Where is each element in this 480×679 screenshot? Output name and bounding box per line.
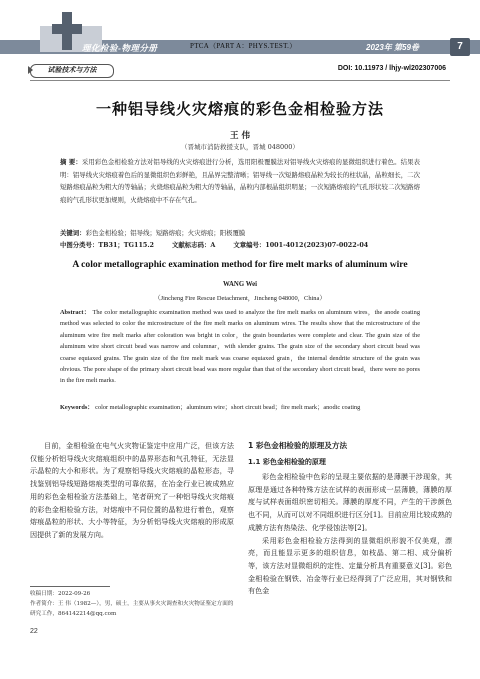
abstract-english xyxy=(60,307,420,387)
author-chinese: 王 伟 xyxy=(230,131,250,141)
author-bio: 作者简介：王 伟（1982—），男，硕士，主要从事火灾调查和火灾物证鉴定方面的研究工作，864142214@qq.com xyxy=(30,601,234,617)
affiliation-chinese: （晋城市消防救援支队，晋城 048000） xyxy=(181,143,299,151)
abstract-english-label: Abstract： xyxy=(60,309,91,316)
journal-year-volume: 2023年 第59卷 xyxy=(366,43,419,52)
abstract-chinese-label: 摘 要： xyxy=(60,158,82,166)
body-right-column xyxy=(248,440,452,598)
received-date: 收稿日期：2022-09-26 xyxy=(30,591,91,597)
journal-brand: 理化检验-物理分册 xyxy=(82,43,158,53)
title-chinese: 一种铝导线火灾熔痕的彩色金相检验方法 xyxy=(95,100,384,118)
section-tag: 试验技术与方法 xyxy=(30,64,114,78)
clc-number: 中图分类号：TB31；TG115.2 xyxy=(60,241,155,249)
keywords-english-label: Keywords： xyxy=(60,404,94,411)
article-number: 文章编号：1001-4012(2023)07-0022-04 xyxy=(233,241,369,249)
keywords-chinese-label: 关键词： xyxy=(60,229,86,237)
title-english: A color metallographic examination method for fire melt marks of aluminum wire xyxy=(72,259,408,270)
body-paragraph: 采用彩色金相检验方法得到的显微组织形貌不仅美观，漂亮，而且能显示更多的组织信息，如枝晶、第二相、成分偏析等，该方法对显微组织的定性、定量分析具有重要意义[3]。彩色金相检验在钢铁、冶金等行业已经得到了广泛应用，其对钢铁和有色金 xyxy=(248,535,452,596)
doi: DOI: 10.11973 / lhjy-wl202307006 xyxy=(337,65,446,72)
keywords-chinese-text: 彩色金相检验；铝导线；短路熔痕；火灾熔痕；阳极覆膜 xyxy=(85,229,246,237)
body-left-column: 目前，金相检验在电气火灾物证鉴定中应用广泛，但该方法仅能分析铝导线火灾熔痕组织中的晶界形态和气孔特征，无法显示晶粒的大小和形状。为了观察铝导线火灾熔痕的晶粒形态，寻找鉴别铝导线短路熔痕类型的可靠依据，在冶金行业已被成熟应用的彩色金相检验方法基础上，笔者研究了一种铝导线火灾熔痕的彩色金相检验方法，对熔痕中不同位置的晶粒进行着色，观察熔痕晶粒的形状、大小等特征，为分析铝导线火灾熔痕的形成原因提供了新的发展方向。 xyxy=(30,441,234,539)
footnote-divider xyxy=(30,586,110,587)
page-number: 22 xyxy=(30,628,38,635)
footnote xyxy=(30,589,234,619)
document-code: 文献标志码：A xyxy=(172,241,216,249)
section-heading-1: 1 彩色金相检验的原理及方法 xyxy=(248,441,348,450)
journal-logo-icon xyxy=(52,12,82,50)
abstract-english-text: The color metallographic examination method was used to analyze the fire melt marks on aluminum wires，the anode coating method was selected to color the microstructure of the fire melt marks on aluminum wires. The results show that the microstructure of the aluminum wire fire melt marks after coloration was bright in color，the grain boundaries were complete and clear. The grain size of the aluminum wire short circuit bead was narrow and columnar，with slender grains. The grain size of the secondary short circuit bead was coarse equiaxed grains. The grain size of the fire melt mark was coarse equiaxed grain，the internal dendrite structure of the grain was obvious. The pore shape of the primary short circuit bead was more regular than that of the secondary short circuit bead，there were no pores in the fire melt marks. xyxy=(60,309,420,385)
affiliation-english: （Jincheng Fire Rescue Detachment，Jincheng 048000，China） xyxy=(154,295,326,302)
body-paragraph: 彩色金相检验中色彩的呈现主要依据的是薄膜干涉现象，其原理是通过各种特殊方法在试样的表面形成一层薄膜，薄膜的厚度与试样表面组织密切相关。薄膜的厚度不同，产生的干涉颜色也不同，从而可以对不同组织进行区分[1]。目前应用比较成熟的成膜方法有热染法、化学侵蚀法等[2]。 xyxy=(248,472,452,532)
section-heading-1-1: 1.1 彩色金相检验的原理 xyxy=(248,458,326,466)
header-divider xyxy=(30,80,450,81)
classification-chinese xyxy=(60,240,420,250)
keywords-chinese xyxy=(60,228,420,238)
journal-issue-number: 7 xyxy=(450,38,470,56)
abstract-chinese xyxy=(60,156,420,206)
keywords-english-text: color metallographic examination；aluminum wire；short circuit bead；fire melt mark；anodic coating xyxy=(95,404,361,411)
abstract-chinese-text: 采用彩色金相检验方法对铝导线的火灾熔痕进行分析，选用阳极覆膜法对铝导线火灾熔痕的显微组织进行着色。结果表明：铝导线火灾熔痕着色后的显微组织色彩鲜艳，且晶界完整清晰；铝导线一次短路熔痕晶粒为较长的柱状晶，晶粒细长，二次短路熔痕晶粒为粗大的等轴晶；火烧熔痕晶粒为粗大的等轴晶，晶粒内部根晶组织明显；一次短路熔痕的气孔形状较二次短路熔痕的气孔形状更加规则，火烧熔痕中不存在气孔。 xyxy=(60,158,420,204)
author-english: WANG Wei xyxy=(222,281,258,288)
keywords-english xyxy=(60,402,420,413)
journal-name: PTCA（PART A：PHYS.TEST.） xyxy=(190,42,297,50)
